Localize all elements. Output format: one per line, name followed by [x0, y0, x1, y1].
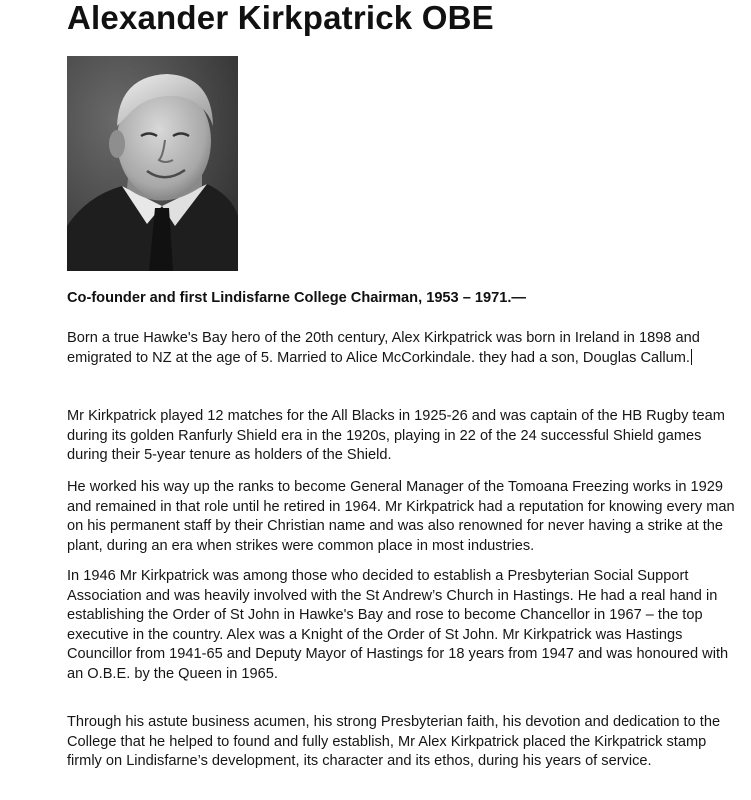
page-title: Alexander Kirkpatrick OBE	[67, 0, 494, 36]
paragraph-early-life[interactable]	[67, 329, 737, 368]
paragraph-legacy: Through his astute business acumen, his strong Presbyterian faith, his devotion and dedication to the College that he helped to found and fully establish, Mr Alex Kirkpatrick placed the Kirkpatrick stamp firmly on Lindisfarne’s development, its character and its ethos, during his years of service.	[67, 714, 721, 769]
paragraph-community: In 1946 Mr Kirkpatrick was among those who decided to establish a Presbyterian Social Support Association and was heavily involved with the St Andrew’s Church in Hastings. He had a real hand in establishing the Order of St John in Hawke's Bay and rose to become Chancellor in 1967 – the top executive in the country. Alex was a Knight of the Order of St John. Mr Kirkpatrick was Hastings Councillor from 1941-65 and Deputy Mayor of Hastings for 18 years from 1947 and was honoured with an O.B.E. by the Queen in 1965.	[67, 568, 729, 682]
paragraph-rugby: Mr Kirkpatrick played 12 matches for the All Blacks in 1925-26 and was captain of the HB Rugby team during its golden Ranfurly Shield era in the 1920s, playing in 22 of the 24 successful Shield games during their 5-year tenure as holders of the Shield.	[67, 408, 725, 463]
portrait-photo	[67, 56, 238, 271]
subtitle: Co-founder and first Lindisfarne College Chairman, 1953 – 1971.—	[67, 290, 527, 306]
paragraph-career: He worked his way up the ranks to become General Manager of the Tomoana Freezing works in 1929 and remained in that role until he retired in 1964. Mr Kirkpatrick had a reputation for knowing every man on his permanent staff by their Christian name and was also renowned for never having a strike at the plant, during an era when strikes were common place in most industries.	[67, 479, 735, 554]
text-cursor	[691, 349, 692, 365]
paragraph-early-life-text: Born a true Hawke's Bay hero of the 20th century, Alex Kirkpatrick was born in Ireland in 1898 and emigrated to NZ at the age of 5. Married to Alice McCorkindale. they had a son, Douglas Callum.	[67, 330, 700, 366]
